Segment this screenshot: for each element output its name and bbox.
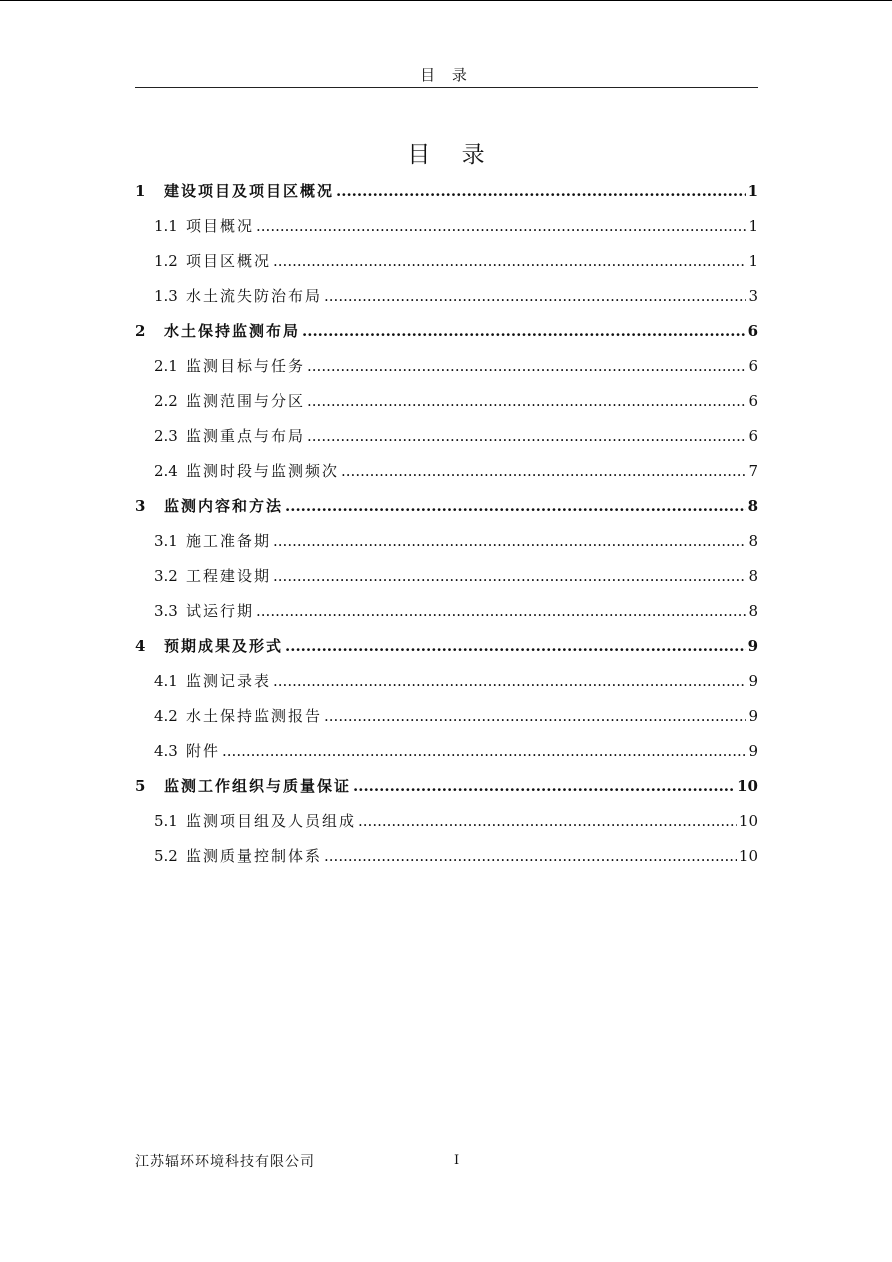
- footer-page-number: I: [454, 1153, 460, 1168]
- toc-dot-leader: [324, 699, 746, 734]
- toc-entry-number: 1.1: [154, 217, 178, 235]
- toc-entry-number: 1: [135, 182, 146, 200]
- toc-section-entry[interactable]: [135, 839, 758, 874]
- toc-entry-number: 2.3: [154, 427, 178, 445]
- toc-entry-number: 4.3: [154, 742, 178, 760]
- toc-entry-title: 工程建设期: [186, 567, 272, 585]
- toc-entry-page: 7: [748, 462, 758, 480]
- toc-entry-title: 试运行期: [186, 602, 255, 620]
- toc-dot-leader: [285, 489, 746, 524]
- toc-entry-page: 1: [747, 182, 758, 200]
- toc-dot-leader: [341, 454, 746, 489]
- toc-entry-number: 2: [135, 322, 146, 340]
- toc-chapter-entry[interactable]: [135, 769, 758, 804]
- toc-entry-number: 1.3: [154, 287, 178, 305]
- toc-chapter-entry[interactable]: [135, 314, 758, 349]
- toc-entry-number: 5.2: [154, 847, 178, 865]
- toc-entry-number: 2.1: [154, 357, 178, 375]
- toc-section-entry[interactable]: [135, 279, 758, 314]
- running-header: 目 录: [135, 66, 758, 88]
- toc-dot-leader: [307, 384, 746, 419]
- toc-entry-number: 3.3: [154, 602, 178, 620]
- toc-dot-leader: [256, 594, 746, 629]
- toc-entry-number: 3.1: [154, 532, 178, 550]
- toc-entry-number: 4.2: [154, 707, 178, 725]
- toc-entry-page: 9: [748, 742, 758, 760]
- toc-dot-leader: [273, 524, 746, 559]
- toc-entry-page: 3: [748, 287, 758, 305]
- toc-dot-leader: [324, 839, 737, 874]
- toc-section-entry[interactable]: [135, 594, 758, 629]
- toc-section-entry[interactable]: [135, 244, 758, 279]
- toc-entry-number: 2.4: [154, 462, 178, 480]
- toc-entry-title: 监测项目组及人员组成: [186, 812, 357, 830]
- toc-entry-number: 5.1: [154, 812, 178, 830]
- toc-entry-page: 8: [748, 602, 758, 620]
- toc-entry-title: 项目区概况: [186, 252, 272, 270]
- toc-dot-leader: [273, 664, 746, 699]
- toc-section-entry[interactable]: [135, 384, 758, 419]
- toc-section-entry[interactable]: [135, 559, 758, 594]
- toc-entry-page: 8: [748, 567, 758, 585]
- toc-entry-number: 5: [135, 777, 146, 795]
- toc-entry-title: 监测重点与布局: [186, 427, 306, 445]
- toc-section-entry[interactable]: [135, 454, 758, 489]
- toc-dot-leader: [324, 279, 746, 314]
- toc-entry-page: 1: [748, 217, 758, 235]
- toc-section-entry[interactable]: [135, 804, 758, 839]
- toc-entry-title: 监测质量控制体系: [186, 847, 323, 865]
- toc-entry-page: 9: [747, 637, 758, 655]
- toc-dot-leader: [256, 209, 746, 244]
- toc-entry-page: 10: [738, 847, 758, 865]
- toc-dot-leader: [222, 734, 746, 769]
- toc-entry-title: 监测内容和方法: [164, 497, 284, 515]
- toc-entry-number: 4.1: [154, 672, 178, 690]
- toc-entry-title: 水土保持监测布局: [164, 322, 301, 340]
- toc-section-entry[interactable]: [135, 349, 758, 384]
- toc-entry-page: 6: [748, 427, 758, 445]
- toc-entry-title: 项目概况: [186, 217, 255, 235]
- toc-dot-leader: [353, 769, 735, 804]
- toc-entry-page: 6: [748, 392, 758, 410]
- toc-dot-leader: [285, 629, 746, 664]
- toc-dot-leader: [273, 244, 746, 279]
- toc-entry-page: 10: [737, 777, 758, 795]
- toc-chapter-entry[interactable]: [135, 174, 758, 209]
- toc-section-entry[interactable]: [135, 419, 758, 454]
- toc-chapter-entry[interactable]: [135, 629, 758, 664]
- toc-entry-number: 1.2: [154, 252, 178, 270]
- toc-entry-title: 预期成果及形式: [164, 637, 284, 655]
- toc-entry-page: 6: [748, 357, 758, 375]
- toc-entry-title: 施工准备期: [186, 532, 272, 550]
- toc-entry-title: 水土流失防治布局: [186, 287, 323, 305]
- toc-entry-title: 监测工作组织与质量保证: [164, 777, 352, 795]
- table-of-contents: [135, 174, 758, 874]
- toc-entry-page: 8: [747, 497, 758, 515]
- toc-chapter-entry[interactable]: [135, 489, 758, 524]
- toc-dot-leader: [273, 559, 746, 594]
- page-top-border: [0, 0, 892, 1]
- toc-entry-number: 3.2: [154, 567, 178, 585]
- toc-entry-page: 1: [748, 252, 758, 270]
- toc-entry-title: 监测记录表: [186, 672, 272, 690]
- toc-entry-title: 建设项目及项目区概况: [164, 182, 335, 200]
- toc-entry-title: 监测目标与任务: [186, 357, 306, 375]
- toc-entry-title: 附件: [186, 742, 221, 760]
- toc-section-entry[interactable]: [135, 734, 758, 769]
- toc-entry-page: 10: [738, 812, 758, 830]
- toc-dot-leader: [307, 419, 746, 454]
- footer-company-name: 江苏辐环环境科技有限公司: [135, 1154, 315, 1170]
- toc-dot-leader: [302, 314, 746, 349]
- toc-entry-number: 3: [135, 497, 146, 515]
- toc-dot-leader: [336, 174, 746, 209]
- toc-entry-title: 监测范围与分区: [186, 392, 306, 410]
- toc-entry-number: 2.2: [154, 392, 178, 410]
- toc-section-entry[interactable]: [135, 664, 758, 699]
- toc-section-entry[interactable]: [135, 524, 758, 559]
- toc-entry-number: 4: [135, 637, 146, 655]
- toc-title: 目 录: [407, 142, 497, 168]
- toc-entry-page: 9: [748, 672, 758, 690]
- toc-entry-title: 水土保持监测报告: [186, 707, 323, 725]
- toc-entry-page: 9: [748, 707, 758, 725]
- toc-entry-title: 监测时段与监测频次: [186, 462, 340, 480]
- toc-dot-leader: [358, 804, 737, 839]
- toc-entry-page: 6: [747, 322, 758, 340]
- toc-section-entry[interactable]: [135, 699, 758, 734]
- toc-section-entry[interactable]: [135, 209, 758, 244]
- toc-entry-page: 8: [748, 532, 758, 550]
- toc-dot-leader: [307, 349, 746, 384]
